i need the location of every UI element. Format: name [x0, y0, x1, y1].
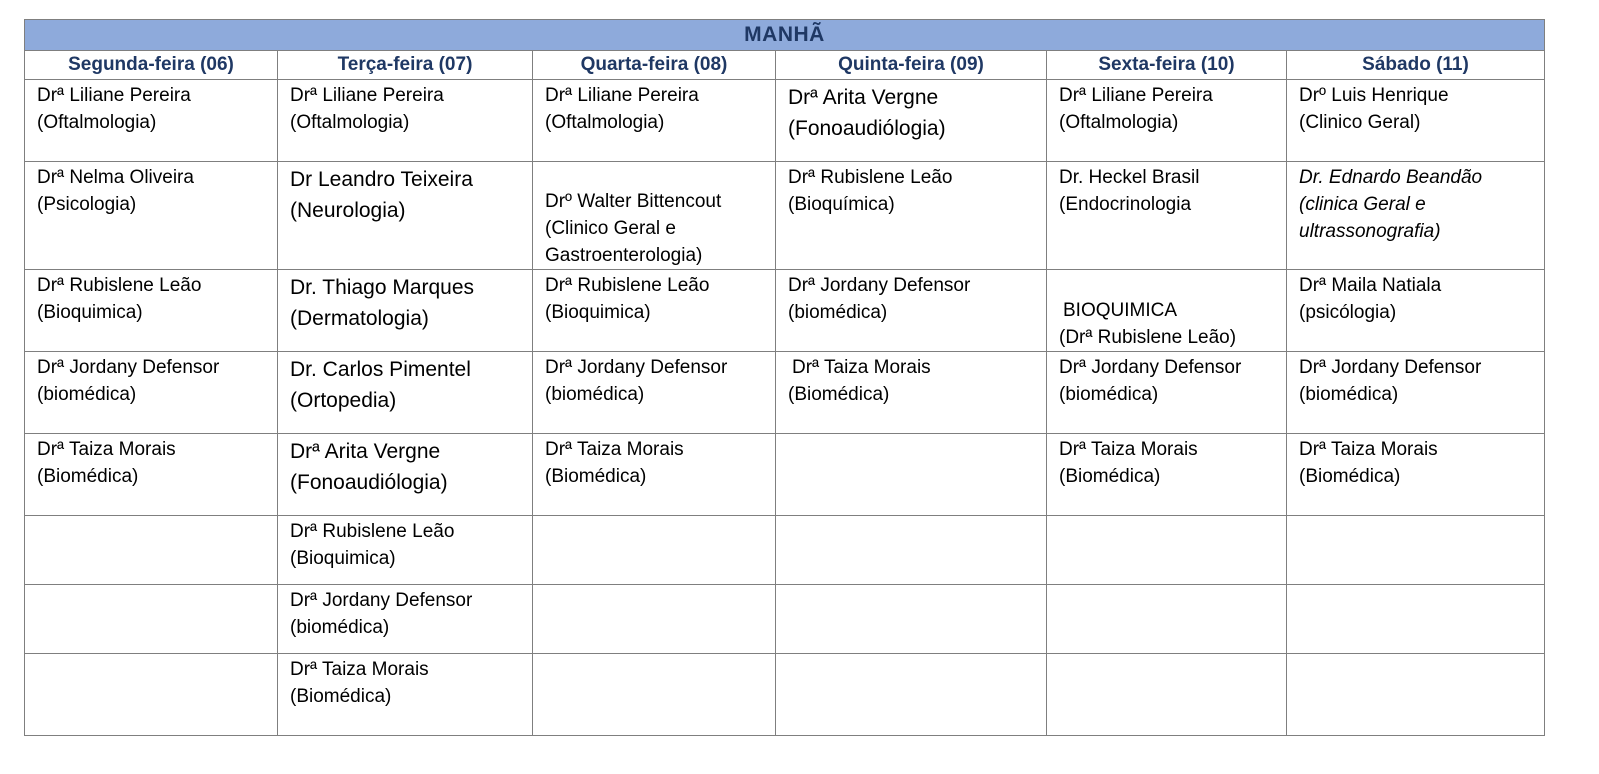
doctor-specialty: (clinica Geral e ultrassonografia) — [1299, 194, 1441, 242]
slot-friday-7 — [1047, 585, 1287, 654]
doctor-name: Drª Taiza Morais — [792, 357, 931, 378]
doctor-specialty: (Oftalmologia) — [290, 112, 410, 133]
doctor-name: Dr. Thiago Marques — [290, 276, 475, 299]
slot-thursday-8 — [776, 654, 1047, 736]
slot-thursday-6 — [776, 516, 1047, 585]
doctor-specialty: (Bioquimica) — [545, 302, 651, 323]
doctor-name: Drª Jordany Defensor — [290, 590, 473, 611]
doctor-name: Drª Taiza Morais — [1059, 439, 1198, 460]
doctor-name: Drª Liliane Pereira — [1059, 85, 1213, 106]
doctor-name: Drª Arita Vergne — [788, 86, 939, 109]
slot-friday-8 — [1047, 654, 1287, 736]
doctor-name: Drª Liliane Pereira — [37, 85, 191, 106]
slot-wednesday-1 — [533, 80, 776, 162]
doctor-name: Drª Taiza Morais — [290, 659, 429, 680]
doctor-name: Drª Nelma Oliveira — [37, 167, 194, 188]
slot-tuesday-8 — [278, 654, 533, 736]
doctor-specialty: (biomédica) — [1059, 384, 1159, 405]
doctor-specialty: (Bioquimica) — [37, 302, 143, 323]
doctor-specialty: (Bioquímica) — [788, 194, 895, 215]
slot-saturday-2 — [1287, 162, 1545, 270]
slot-friday-1 — [1047, 80, 1287, 162]
doctor-name: Drº Luis Henrique — [1299, 85, 1449, 106]
doctor-specialty: (psicólogia) — [1299, 302, 1397, 323]
day-header-saturday: Sábado (11) — [1287, 51, 1545, 80]
slot-monday-3 — [25, 270, 278, 352]
slot-monday-2 — [25, 162, 278, 270]
slot-tuesday-7 — [278, 585, 533, 654]
slot-wednesday-2 — [533, 162, 776, 270]
slot-friday-3 — [1047, 270, 1287, 352]
slot-tuesday-6 — [278, 516, 533, 585]
doctor-specialty: (Fonoaudiólogia) — [290, 471, 448, 494]
doctor-specialty: (Psicologia) — [37, 194, 137, 215]
doctor-name: Drª Jordany Defensor — [1299, 357, 1482, 378]
doctor-name: Drª Taiza Morais — [545, 439, 684, 460]
doctor-specialty: (Biomédica) — [37, 466, 139, 487]
doctor-specialty: (biomédica) — [788, 302, 888, 323]
doctor-specialty: (Ortopedia) — [290, 389, 397, 412]
slot-thursday-7 — [776, 585, 1047, 654]
doctor-specialty: (Endocrinologia — [1059, 194, 1192, 215]
doctor-specialty: (biomédica) — [37, 384, 137, 405]
doctor-specialty: (Clinico Geral) — [1299, 112, 1421, 133]
doctor-name: Drª Jordany Defensor — [1059, 357, 1242, 378]
doctor-specialty: (Clinico Geral e Gastroenterologia) — [545, 218, 703, 266]
slot-saturday-3 — [1287, 270, 1545, 352]
doctor-specialty: (Biomédica) — [788, 384, 890, 405]
doctor-specialty: (Neurologia) — [290, 199, 406, 222]
day-header-monday: Segunda-feira (06) — [25, 51, 278, 80]
doctor-specialty: (Biomédica) — [1059, 466, 1161, 487]
doctor-specialty: (biomédica) — [545, 384, 645, 405]
slot-saturday-7 — [1287, 585, 1545, 654]
doctor-name: Drª Rubislene Leão — [37, 275, 202, 296]
doctor-name: Drª Rubislene Leão — [788, 167, 953, 188]
doctor-name: Drª Liliane Pereira — [290, 85, 444, 106]
slot-saturday-1 — [1287, 80, 1545, 162]
slot-wednesday-6 — [533, 516, 776, 585]
slot-thursday-2 — [776, 162, 1047, 270]
doctor-name: Dr Leandro Teixeira — [290, 168, 473, 191]
slot-tuesday-5 — [278, 434, 533, 516]
slot-monday-7 — [25, 585, 278, 654]
schedule-sheet — [24, 19, 1544, 736]
doctor-name: Drª Taiza Morais — [37, 439, 176, 460]
slot-monday-8 — [25, 654, 278, 736]
doctor-specialty: (Bioquimica) — [290, 548, 396, 569]
doctor-specialty: (Drª Rubislene Leão) — [1059, 327, 1237, 348]
slot-thursday-1 — [776, 80, 1047, 162]
schedule-table — [24, 19, 1545, 736]
slot-wednesday-7 — [533, 585, 776, 654]
doctor-specialty: (Biomédica) — [545, 466, 647, 487]
doctor-name: Drª Rubislene Leão — [290, 521, 455, 542]
slot-friday-6 — [1047, 516, 1287, 585]
slot-tuesday-3 — [278, 270, 533, 352]
slot-thursday-5 — [776, 434, 1047, 516]
doctor-name: Drª Jordany Defensor — [545, 357, 728, 378]
doctor-name: Drª Rubislene Leão — [545, 275, 710, 296]
doctor-name: Dr. Heckel Brasil — [1059, 167, 1200, 188]
doctor-name: Drº Walter Bittencout — [545, 191, 722, 212]
doctor-specialty: (biomédica) — [1299, 384, 1399, 405]
doctor-specialty: (Biomédica) — [1299, 466, 1401, 487]
slot-saturday-5 — [1287, 434, 1545, 516]
day-header-thursday: Quinta-feira (09) — [776, 51, 1047, 80]
doctor-specialty: (Oftalmologia) — [545, 112, 665, 133]
slot-monday-6 — [25, 516, 278, 585]
slot-saturday-8 — [1287, 654, 1545, 736]
slot-thursday-3 — [776, 270, 1047, 352]
doctor-name: Dr. Carlos Pimentel — [290, 358, 471, 381]
doctor-specialty: (Dermatologia) — [290, 307, 429, 330]
doctor-name: Drª Maila Natiala — [1299, 275, 1442, 296]
doctor-specialty: (Biomédica) — [290, 686, 392, 707]
day-header-wednesday: Quarta-feira (08) — [533, 51, 776, 80]
day-header-friday: Sexta-feira (10) — [1047, 51, 1287, 80]
doctor-specialty: (biomédica) — [290, 617, 390, 638]
slot-friday-2 — [1047, 162, 1287, 270]
doctor-name: Drª Liliane Pereira — [545, 85, 699, 106]
slot-saturday-4 — [1287, 352, 1545, 434]
slot-monday-4 — [25, 352, 278, 434]
slot-friday-4 — [1047, 352, 1287, 434]
slot-tuesday-4 — [278, 352, 533, 434]
slot-tuesday-2 — [278, 162, 533, 270]
slot-tuesday-1 — [278, 80, 533, 162]
slot-wednesday-8 — [533, 654, 776, 736]
slot-wednesday-3 — [533, 270, 776, 352]
slot-wednesday-4 — [533, 352, 776, 434]
slot-saturday-6 — [1287, 516, 1545, 585]
doctor-name: Dr. Ednardo Beandão — [1299, 167, 1483, 188]
slot-monday-5 — [25, 434, 278, 516]
doctor-name: Drª Arita Vergne — [290, 440, 441, 463]
doctor-specialty: (Oftalmologia) — [37, 112, 157, 133]
doctor-name: Drª Jordany Defensor — [788, 275, 971, 296]
doctor-name: Drª Taiza Morais — [1299, 439, 1438, 460]
slot-thursday-4 — [776, 352, 1047, 434]
slot-monday-1 — [25, 80, 278, 162]
doctor-specialty: (Oftalmologia) — [1059, 112, 1179, 133]
doctor-name: Drª Jordany Defensor — [37, 357, 220, 378]
slot-friday-5 — [1047, 434, 1287, 516]
doctor-name: BIOQUIMICA — [1063, 300, 1178, 321]
doctor-specialty: (Fonoaudiólogia) — [788, 117, 946, 140]
slot-wednesday-5 — [533, 434, 776, 516]
day-header-tuesday: Terça-feira (07) — [278, 51, 533, 80]
period-title: MANHÃ — [25, 20, 1545, 51]
